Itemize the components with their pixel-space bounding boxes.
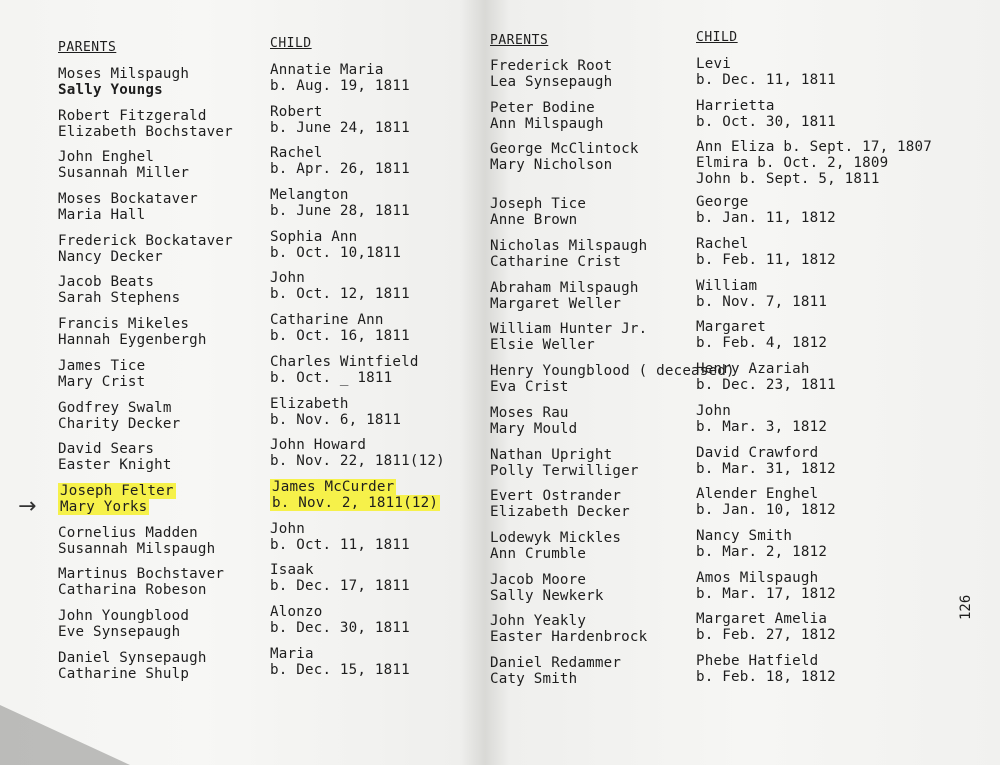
page-number: 126: [958, 594, 974, 620]
left-child-line: b. June 24, 1811: [270, 119, 410, 136]
left-child-entry: [270, 354, 470, 396]
left-parents-line: Frederick Bockataver: [58, 232, 233, 249]
left-parents-entry: [58, 650, 258, 692]
right-parents-line: William Hunter Jr.: [490, 321, 648, 338]
right-parents-line: Margaret Weller: [490, 295, 622, 312]
right-parents-entry: [490, 238, 710, 280]
right-child-line: Ann Eliza b. Sept. 17, 1807: [696, 139, 933, 156]
right-parents-line: Frederick Root: [490, 58, 613, 74]
left-parents-line: Cornelius Madden: [58, 524, 198, 541]
left-child-line: [270, 495, 470, 511]
left-child-line: Alonzo: [270, 603, 323, 620]
left-child-entry: [270, 104, 470, 146]
left-child-line: Rachel: [270, 145, 323, 162]
left-child-entry: [270, 187, 470, 229]
right-parents-line: Ann Crumble: [490, 545, 587, 562]
left-child-entry: [270, 437, 470, 479]
right-child-line: Margaret: [696, 319, 766, 336]
right-child-line: Levi: [696, 56, 731, 72]
left-child-line: John: [270, 270, 305, 287]
left-parents-line: Maria Hall: [58, 207, 146, 224]
right-child-line: Nancy Smith: [696, 527, 793, 544]
right-parents-line: Anne Brown: [490, 212, 578, 229]
right-parents-line: Moses Rau: [490, 404, 569, 421]
right-child-entry: [696, 361, 936, 403]
left-parents-line: Godfrey Swalm: [58, 399, 172, 416]
left-child-line: b. Dec. 30, 1811: [270, 619, 410, 636]
right-child-line: Amos Milspaugh: [696, 569, 819, 586]
right-parents-line: Caty Smith: [490, 670, 578, 687]
left-child-line: b. Oct. 11, 1811: [270, 536, 410, 553]
right-parents-entry: [490, 141, 710, 182]
right-child-entry: [696, 194, 936, 236]
right-parents-entry: [490, 488, 710, 530]
left-child-line: Elizabeth: [270, 395, 349, 412]
left-parents-entry: [58, 191, 258, 233]
right-child-line: Phebe Hatfield: [696, 652, 819, 669]
right-parents-line: Ann Milspaugh: [490, 115, 604, 132]
left-parents-column: [58, 40, 258, 691]
left-child-entry: [270, 62, 470, 104]
right-parents-line: Mary Mould: [490, 420, 578, 437]
left-child-entry: [270, 521, 470, 563]
right-parents-entry: [490, 530, 710, 572]
right-child-line: b. Nov. 7, 1811: [696, 293, 828, 310]
right-parents-line: Elizabeth Decker: [490, 504, 630, 521]
left-parents-line: James Tice: [58, 357, 146, 374]
right-parents-header: PARENTS: [490, 33, 549, 48]
left-child-entry: [270, 229, 470, 271]
page-curl-shadow: [0, 705, 130, 765]
right-child-entry: [696, 528, 936, 570]
left-parents-line: Hannah Eygenbergh: [58, 332, 207, 349]
right-child-line: b. Jan. 11, 1812: [696, 210, 836, 227]
left-child-line: b. Oct. _ 1811: [270, 369, 393, 386]
right-parents-line: George McClintock: [490, 141, 639, 158]
right-parents-line: Polly Terwilliger: [490, 462, 639, 479]
right-child-line: Rachel: [696, 236, 749, 253]
left-child-entry: [270, 604, 470, 646]
right-parents-entry: [490, 447, 710, 489]
right-child-entry: [696, 403, 936, 445]
right-parents-entry: [490, 613, 710, 655]
left-parents-entry: [58, 66, 258, 108]
right-child-entry: [696, 56, 936, 98]
left-child-entry: [270, 312, 470, 354]
left-child-line: Melangton: [270, 187, 349, 204]
left-parents-line: Catharina Robeson: [58, 582, 207, 599]
left-child-entry: [270, 396, 470, 438]
left-parents-line: [58, 483, 258, 499]
right-parents-line: Daniel Redammer: [490, 654, 622, 671]
right-child-line: Henry Azariah: [696, 361, 810, 378]
left-parents-entry: [58, 483, 258, 525]
right-child-line: b. Dec. 11, 1811: [696, 72, 836, 88]
left-parents-line: Jacob Beats: [58, 274, 155, 291]
left-parents-entry: [58, 441, 258, 483]
right-parents-entry: [490, 58, 710, 100]
highlighted-text: Joseph Felter: [60, 482, 174, 499]
right-child-line: William: [696, 277, 758, 294]
margin-arrow-mark: →: [18, 494, 37, 519]
right-parents-line: Sally Newkerk: [490, 587, 604, 604]
right-parents-entry: [490, 572, 710, 614]
right-parents-entry: [490, 405, 710, 447]
right-child-column: [696, 30, 936, 695]
left-parents-entry: [58, 358, 258, 400]
right-child-entry: [696, 611, 936, 653]
left-parents-entry: [58, 316, 258, 358]
right-child-line: b. Mar. 3, 1812: [696, 418, 828, 435]
right-child-header: CHILD: [696, 30, 738, 45]
left-parents-entry: [58, 400, 258, 442]
right-parents-line: Catharine Crist: [490, 254, 622, 271]
left-child-line: Sophia Ann: [270, 228, 358, 245]
right-child-entry: [696, 319, 936, 361]
right-child-entry: [696, 139, 936, 194]
left-parents-entry: [58, 274, 258, 316]
right-child-list: [696, 56, 936, 695]
left-parents-line: [58, 499, 258, 515]
left-parents-line: Martinus Bochstaver: [58, 566, 225, 583]
left-child-line: Maria: [270, 645, 314, 662]
left-child-line: b. Oct. 12, 1811: [270, 286, 410, 303]
left-child-entry: [270, 145, 470, 187]
left-child-header: CHILD: [270, 36, 312, 51]
left-child-line: Isaak: [270, 562, 314, 579]
right-child-line: John: [696, 402, 731, 419]
right-parents-entry: [490, 182, 710, 196]
left-parents-line: Susannah Miller: [58, 165, 190, 182]
left-parents-line: Easter Knight: [58, 457, 172, 474]
left-parents-line: Sarah Stephens: [58, 290, 181, 307]
right-child-line: Harrietta: [696, 97, 775, 114]
right-parents-entry: [490, 655, 710, 697]
right-parents-line: Nathan Upright: [490, 446, 613, 463]
right-parents-line: John Yeakly: [490, 613, 587, 630]
right-child-line: b. Feb. 11, 1812: [696, 252, 836, 269]
left-parents-line: Moses Milspaugh: [58, 66, 190, 82]
right-child-entry: [696, 98, 936, 140]
right-child-line: Margaret Amelia: [696, 611, 828, 628]
left-child-line: b. Oct. 16, 1811: [270, 328, 410, 345]
left-parents-line: John Enghel: [58, 149, 155, 166]
right-child-line: Elmira b. Oct. 2, 1809: [696, 155, 889, 172]
right-child-entry: [696, 236, 936, 278]
left-parents-line: Francis Mikeles: [58, 316, 190, 333]
right-child-line: Alender Enghel: [696, 486, 819, 503]
right-child-line: b. Mar. 31, 1812: [696, 460, 836, 477]
left-child-line: b. Aug. 19, 1811: [270, 78, 410, 94]
right-parents-entry: [490, 321, 710, 363]
left-child-line: b. Dec. 17, 1811: [270, 578, 410, 595]
highlighted-text: b. Nov. 2, 1811(12): [272, 494, 439, 511]
right-child-entry: [696, 653, 936, 695]
left-child-line: Robert: [270, 103, 323, 120]
left-child-line: b. Nov. 6, 1811: [270, 411, 402, 428]
right-parents-line: Joseph Tice: [490, 196, 587, 213]
right-child-line: b. Jan. 10, 1812: [696, 502, 836, 519]
left-parents-entry: [58, 233, 258, 275]
right-parents-line: Jacob Moore: [490, 571, 587, 588]
left-parents-line: Mary Crist: [58, 373, 146, 390]
right-parents-line: Lodewyk Mickles: [490, 529, 622, 546]
right-parents-line: Elsie Weller: [490, 337, 595, 354]
left-parents-entry: [58, 108, 258, 150]
right-child-line: b. Oct. 30, 1811: [696, 113, 836, 130]
left-child-line: b. Apr. 26, 1811: [270, 161, 410, 178]
left-child-entry: [270, 479, 470, 521]
right-parents-entry: [490, 363, 735, 405]
highlighted-text: Mary Yorks: [60, 498, 148, 515]
left-child-entry: [270, 270, 470, 312]
left-parents-line: Daniel Synsepaugh: [58, 649, 207, 666]
right-child-line: George: [696, 194, 749, 211]
left-parents-line: Robert Fitzgerald: [58, 107, 207, 124]
right-child-line: b. Feb. 18, 1812: [696, 668, 836, 685]
right-parents-entry: [490, 196, 710, 238]
left-child-line: b. Oct. 10,1811: [270, 244, 402, 261]
left-parents-entry: [58, 525, 258, 567]
left-parents-entry: [58, 566, 258, 608]
left-child-entry: [270, 562, 470, 604]
right-child-line: John b. Sept. 5, 1811: [696, 171, 880, 188]
right-parents-line: Eva Crist: [490, 379, 569, 396]
right-child-line: b. Feb. 27, 1812: [696, 627, 836, 644]
right-parents-line: Evert Ostrander: [490, 488, 622, 505]
left-parents-list: [58, 66, 258, 691]
highlighted-text: James McCurder: [272, 478, 395, 495]
left-child-line: b. June 28, 1811: [270, 203, 410, 220]
left-parents-line: Catharine Shulp: [58, 665, 190, 682]
left-child-line: John Howard: [270, 437, 367, 454]
right-parents-line: Nicholas Milspaugh: [490, 238, 648, 255]
left-parents-line: David Sears: [58, 441, 155, 458]
right-child-line: b. Mar. 17, 1812: [696, 585, 836, 602]
right-child-entry: [696, 570, 936, 612]
left-child-list: [270, 62, 470, 687]
right-parents-line: Easter Hardenbrock: [490, 629, 648, 646]
left-parents-line: Moses Bockataver: [58, 191, 198, 208]
left-parents-line: Charity Decker: [58, 415, 181, 432]
left-parents-line: Eve Synsepaugh: [58, 623, 181, 640]
left-parents-entry: [58, 149, 258, 191]
left-parents-line: Nancy Decker: [58, 248, 163, 265]
right-child-line: b. Dec. 23, 1811: [696, 377, 836, 394]
right-parents-line: Mary Nicholson: [490, 157, 613, 174]
left-child-line: Annatie Maria: [270, 62, 384, 78]
left-child-line: John: [270, 520, 305, 537]
left-child-line: b. Nov. 22, 1811(12): [270, 453, 445, 470]
left-parents-line: Sally Youngs: [58, 82, 163, 98]
left-parents-header: PARENTS: [58, 40, 117, 55]
right-child-entry: [696, 486, 936, 528]
right-parents-line: Abraham Milspaugh: [490, 279, 639, 296]
left-parents-line: Elizabeth Bochstaver: [58, 123, 233, 140]
right-child-line: David Crawford: [696, 444, 819, 461]
left-parents-entry: [58, 608, 258, 650]
left-child-entry: [270, 646, 470, 688]
left-parents-line: John Youngblood: [58, 607, 190, 624]
right-child-line: b. Feb. 4, 1812: [696, 335, 828, 352]
left-child-line: b. Dec. 15, 1811: [270, 661, 410, 678]
right-child-entry: [696, 445, 936, 487]
right-parents-entry: [490, 280, 710, 322]
right-parents-line: Henry Youngblood ( deceased): [490, 363, 735, 380]
right-child-entry: [696, 278, 936, 320]
right-child-line: b. Mar. 2, 1812: [696, 543, 828, 560]
right-parents-entry: [490, 100, 710, 142]
left-child-line: Charles Wintfield: [270, 353, 419, 370]
right-parents-line: Peter Bodine: [490, 99, 595, 116]
left-child-column: [270, 36, 470, 687]
left-child-line: Catharine Ann: [270, 312, 384, 329]
right-parents-line: Lea Synsepaugh: [490, 74, 613, 90]
left-child-line: [270, 479, 470, 495]
left-parents-line: Susannah Milspaugh: [58, 540, 216, 557]
